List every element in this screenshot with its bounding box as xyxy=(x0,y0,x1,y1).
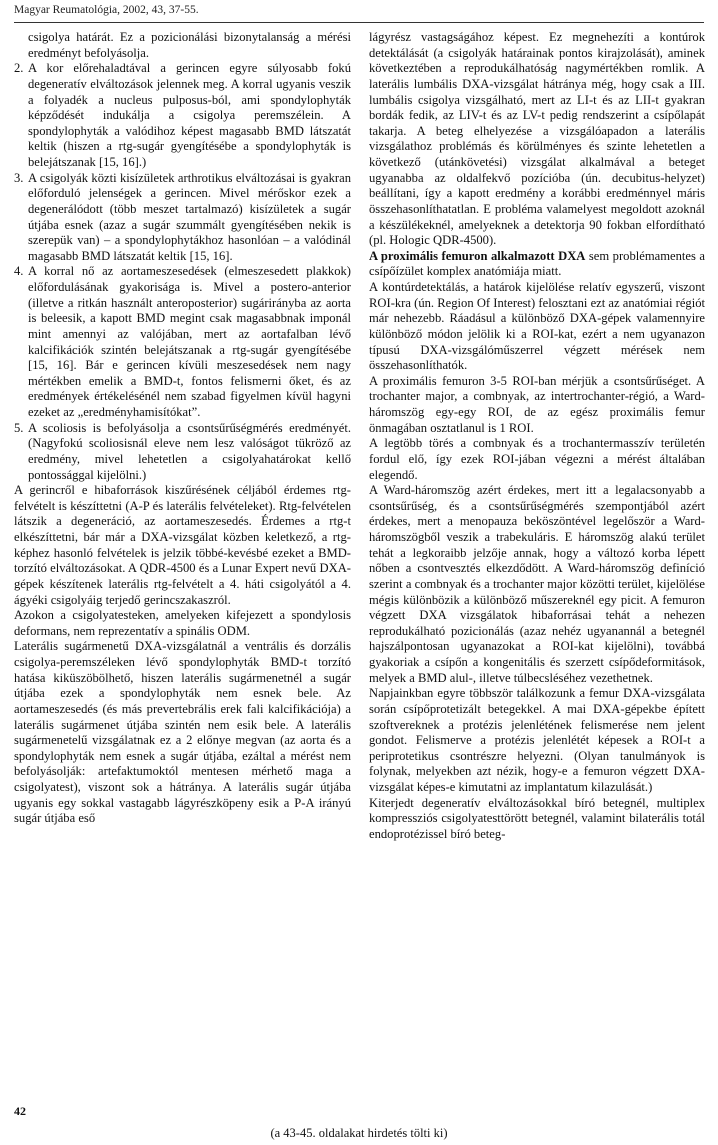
paragraph: lágyrész vastagságához képest. Ez megnehezíti a kontúrok detektálását (a csigolyák határainak pontos kirajzolását), aminek következtében a reprodukálhatóság nagymértékben romlik. A laterális lumbális DXA-vizsgálat hátránya még, hogy csak a III. lumbális csigolya vizsgálható, mert az LI-t és az LII-t gyakran bordák fedik, az LIV-t és az LV-t pedig rendszerint a csípőlapát takarja. A beteg elhelyezése a vizsgálóapadon a laterális vizsgálathoz problémás és körülményes és szinte lehetetlen a következő (utánkövetési) vizsgálat alkalmával a beteget ugyanabba az oldalfekvő pozícióba (ún. decubitus-helyzet) beállítani, így a kapott eredmény a korábbi eredménnyel máris összehasonlíthatatlan. E probléma valamelyest megoldott azoknál a készülékeknél, amelyeknek a detektorja 90 fokban elfordítható (pl. Hologic QDR-4500). xyxy=(369,30,705,248)
continued-text: csigolya határát. Ez a pozicionálási bizonytalanság a mérési eredményt befolyásolja. xyxy=(28,30,351,60)
list-item: 4. A korral nő az aortameszesedések (elmeszesedett plakkok) előfordulásának gyakorisága is. Mivel a postero-anterior (illetve a ritkán használt anteroposterior) sugárirányba az aorta is beleesik, a kapott BMD megint csak magasabbnak imponál mint amennyi az valójában, mert az aortafalban lévő kalcifikációk szintén belejátszanak a rtg-sugár gyengítésébe [15, 16]. Bár e gerincen kívüli meszesedések nem nagy mértékben emelik a BMD-t, fontos felismerni őket, és az eredmények értékelésénél nem szabad figyelmen kívül hagyni ezeket az „eredményhamisítókat”. xyxy=(14,264,351,419)
list-item: 2. A kor előrehaladtával a gerincen egyre súlyosabb fokú degeneratív elváltozások jelennek meg. A korral ugyanis veszik a folyadék a nucleus pulposus-ból, ami spondylophyták képződését indukálja a csigolya peremszélein. A spondylophyták a valódihoz képest magasabb BMD látszatát keltik (hiszen a rtg-sugár gyengítésébe a spondylophyták is belejátszanak [15, 16].) xyxy=(14,61,351,169)
paragraph: A kontúrdetektálás, a határok kijelölése relatív egyszerű, viszont ROI-kra (ún. Region Of Interest) felosztani ezt az anatómiai régiót már nehezebb. Ráadásul a különböző DXA-gépek valamennyire különböző módon jelölik ki a ROI-kat, ezért a nem ugyanazon típusú DXA-vizsgálóműszerrel végzett mérések nem összehasonlíthatók. xyxy=(369,280,705,373)
section-heading: A proximális femuron alkalmazott DXA xyxy=(369,248,586,263)
paragraph: Laterális sugármenetű DXA-vizsgálatnál a ventrális és dorzális csigolya-peremszéleken lévő spondylophyták BMD-t torzító hatása kiküszöbölhető, hiszen laterális sugármenetnél a sugár útjába ezek a spondylophyták nem esnek bele. Az aortameszesedés (és más prevertebrális erek fali kalcifikációja) a laterális sugármenet útjába szintén nem esik bele. A laterális sugármenetelű vizsgálatnak ez a 2 előnye megvan (az aorta és a spondylophyták nem esnek a sugár útjába, ezáltal a mérést nem befolyásolják: artefaktumoktól mentesen mérhető maga a csigolyatest), viszont sok a hátránya. A laterális sugár útjába ugyanis egy sokkal vastagabb lágyrészköpeny esik a P-A irányú sugár útjába eső xyxy=(14,639,351,826)
right-column xyxy=(369,30,705,843)
paragraph: A proximális femuron 3-5 ROI-ban mérjük a csontsűrűséget. A trochanter major, a combnyak, az intertrochanter-régió, a Ward-háromszög egy-egy ROI, de az egész proximális femur önmagában osztatlanul is 1 ROI. xyxy=(369,373,705,435)
paragraph: Azokon a csigolyatesteken, amelyeken kifejezett a spondylosis deformans, nem reprezentatív a spinális ODM. xyxy=(14,608,351,638)
list-item: 3. A csigolyák közti kisízületek arthrotikus elváltozásai is gyakran előforduló jelenségek a gerincen. Mivel mérőskor ezek a degenerálódott (több meszet tartalmazó) kisízületek a sugár útjába esnek (azaz a sugár szummált gyengítésében nekik is szerepük van) – a spondylophytákhoz hasonlóan – a valódinál magasabb BMD látszatát keltik [15, 16]. xyxy=(14,170,351,263)
paragraph: A proximális femuron alkalmazott DXA sem problémamentes a csípőízület komplex anatómiája miatt. xyxy=(369,248,705,279)
header-rule xyxy=(14,22,704,23)
paragraph: A Ward-háromszög azért érdekes, mert itt a legalacsonyabb a csontsűrűség, és a csontsűrűségmérés szempontjából azért érdekes, mert a menopauza beköszöntével legelőször a Ward-háromszögből veszik a trabekuláris. E háromszög alakú terület tehát a legkoraibb jelzője annak, hogy a változó korba lépett nőben a csontvesztés elkezdődött. A Ward-háromszög definíció szerint a combnyak és a trochanter major közötti terület, kijelölése mégis különbözik a különböző műszereknél egy picit. A femuron végzett DXA vizsgálatok hibaforrásai tehát a nehezen reprodukálható pozicionálás (azaz nehéz ugyanannál a betegnél hajszálpontosan ugyanazokat a ROI-kat kijelölni), továbbá gyakoriak a csípőn a kongenitális és szerzett csípődeformitások, melyek a BMD alul-, illetve túlbecsléséhez vezethetnek. xyxy=(369,483,705,685)
page-number: 42 xyxy=(14,1104,26,1118)
paragraph: Napjainkban egyre többször találkozunk a femur DXA-vizsgálata során csípőprotetizált betegekkel. A mai DXA-gépekbe épített szoftvereknek a protézis jelenlétének felismerése nem jelent gondot. Felismerve a protézis jelenlétét képesek a ROI-t a periprotetikus csontrészre helyezni. (Olyan tanulmányok is folynak, melyekben azt nézik, hogy-e a femuron végzett DXA-vizsgálat képes-e kimutatni az implantatum kilazulását.) xyxy=(369,686,705,794)
list-item: 5. A scoliosis is befolyásolja a csontsűrűségmérés eredményét. (Nagyfokú scoliosisnál eleve nem lesz valóságot tükröző az eredmény, mivel lehetetlen a csigolyahatárokat kellő pontossággal kijelölni.) xyxy=(14,420,351,482)
paragraph: Kiterjedt degeneratív elváltozásokkal bíró betegnél, multiplex kompressziós csigolyatesttörött betegnél, valamint bilaterális totál endoprotézissel bíró beteg- xyxy=(369,795,705,841)
paragraph: A gerincről e hibaforrások kiszűrésének céljából érdemes rtg-felvételt is készíttetni (A-P és laterális felvételeket). Rtg-felvételen látszik a degeneráció, az aortameszesedés. Érdemes a rtg-t elkészíttetni, bár már a DXA-vizsgálat közben keletkező, a rtg-képhez hasonló felvételek is jelzik többé-kevésbé ezeket a BMD-torzító elváltozásokat. A QDR-4500 és a Lunar Expert nevű DXA-gépek készítenek laterális rtg-felvételt a 4. háti csigolyától a 4. ágyéki csigolyáig terjedő gerincszakaszról. xyxy=(14,483,351,607)
left-column xyxy=(14,30,351,827)
footer-note: (a 43-45. oldalakat hirdetés tölti ki) xyxy=(270,1126,448,1140)
journal-header: Magyar Reumatológia, 2002, 43, 37-55. xyxy=(14,4,199,16)
paragraph: A legtöbb törés a combnyak és a trochantermasszív területén fordul elő, így ezek ROI-jában végezni a mérést általában elegendő. xyxy=(369,436,705,482)
